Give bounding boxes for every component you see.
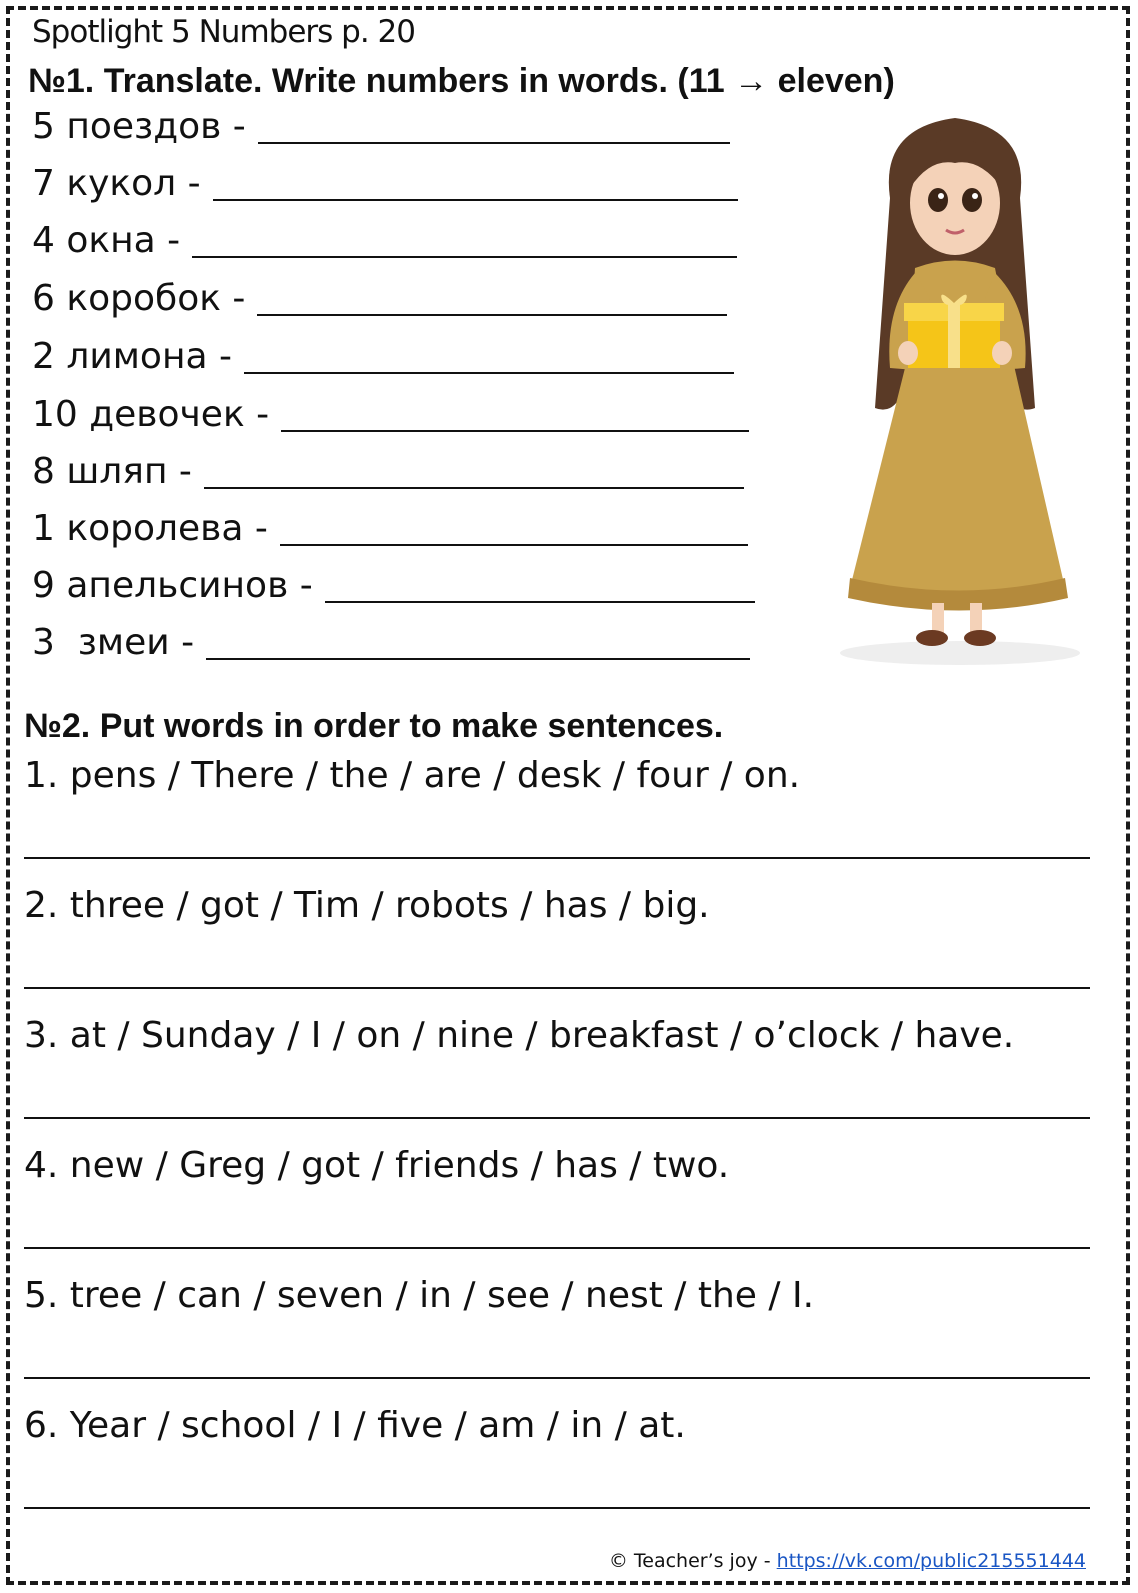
translate-row: [32, 336, 734, 377]
scrambled-sentence: 2. three / got / Tim / robots / has / big.: [24, 885, 710, 926]
translate-label: 9 апельсинов -: [32, 565, 313, 606]
scrambled-sentence: 1. pens / There / the / are / desk / four / on.: [24, 755, 801, 796]
answer-line[interactable]: [213, 199, 738, 201]
answer-line[interactable]: [24, 1377, 1090, 1379]
footer-credit: [609, 1550, 1086, 1572]
translate-row: [32, 508, 748, 549]
footer-text: © Teacher’s joy -: [608, 1550, 777, 1572]
answer-line[interactable]: [257, 314, 727, 316]
translate-label: 3 змеи -: [32, 622, 195, 663]
translate-row: [32, 394, 749, 435]
task2-title: №2. Put words in order to make sentences.: [24, 707, 724, 745]
girl-holding-gift-icon: [820, 108, 1090, 673]
answer-line[interactable]: [206, 658, 750, 660]
answer-line[interactable]: [24, 1117, 1090, 1119]
answer-line[interactable]: [281, 430, 749, 432]
scrambled-sentence: 5. tree / can / seven / in / see / nest / the / I.: [24, 1275, 815, 1316]
answer-line[interactable]: [24, 1507, 1090, 1509]
answer-line[interactable]: [244, 372, 734, 374]
translate-row: [32, 106, 730, 147]
answer-line[interactable]: [24, 1247, 1090, 1249]
translate-label: 6 коробок -: [32, 278, 246, 319]
translate-label: 8 шляп -: [32, 451, 192, 492]
scrambled-sentence: 4. new / Greg / got / friends / has / two.: [24, 1145, 730, 1186]
translate-row: [32, 565, 755, 606]
translate-row: [32, 220, 737, 261]
translate-row: [32, 163, 738, 204]
scrambled-sentence: 6. Year / school / I / five / am / in / at.: [24, 1405, 686, 1446]
footer-link[interactable]: https://vk.com/public215551444: [776, 1550, 1086, 1572]
translate-label: 4 окна -: [32, 220, 181, 261]
translate-label: 10 девочек -: [32, 394, 270, 435]
translate-row: [32, 451, 744, 492]
answer-line[interactable]: [325, 601, 755, 603]
answer-line[interactable]: [192, 256, 737, 258]
worksheet-header: Spotlight 5 Numbers p. 20: [32, 14, 415, 50]
answer-line[interactable]: [24, 987, 1090, 989]
translate-label: 5 поездов -: [32, 106, 246, 147]
scrambled-sentence: 3. at / Sunday / I / on / nine / breakfast / o’clock / have.: [24, 1015, 1015, 1056]
translate-label: 2 лимона -: [32, 336, 232, 377]
task1-title: №1. Translate. Write numbers in words. (11 → eleven): [28, 62, 895, 100]
translate-row: [32, 622, 750, 663]
answer-line[interactable]: [204, 487, 744, 489]
translate-label: 1 королева -: [32, 508, 268, 549]
translate-row: [32, 278, 727, 319]
answer-line[interactable]: [258, 142, 730, 144]
answer-line[interactable]: [280, 544, 748, 546]
answer-line[interactable]: [24, 857, 1090, 859]
translate-label: 7 кукол -: [32, 163, 201, 204]
